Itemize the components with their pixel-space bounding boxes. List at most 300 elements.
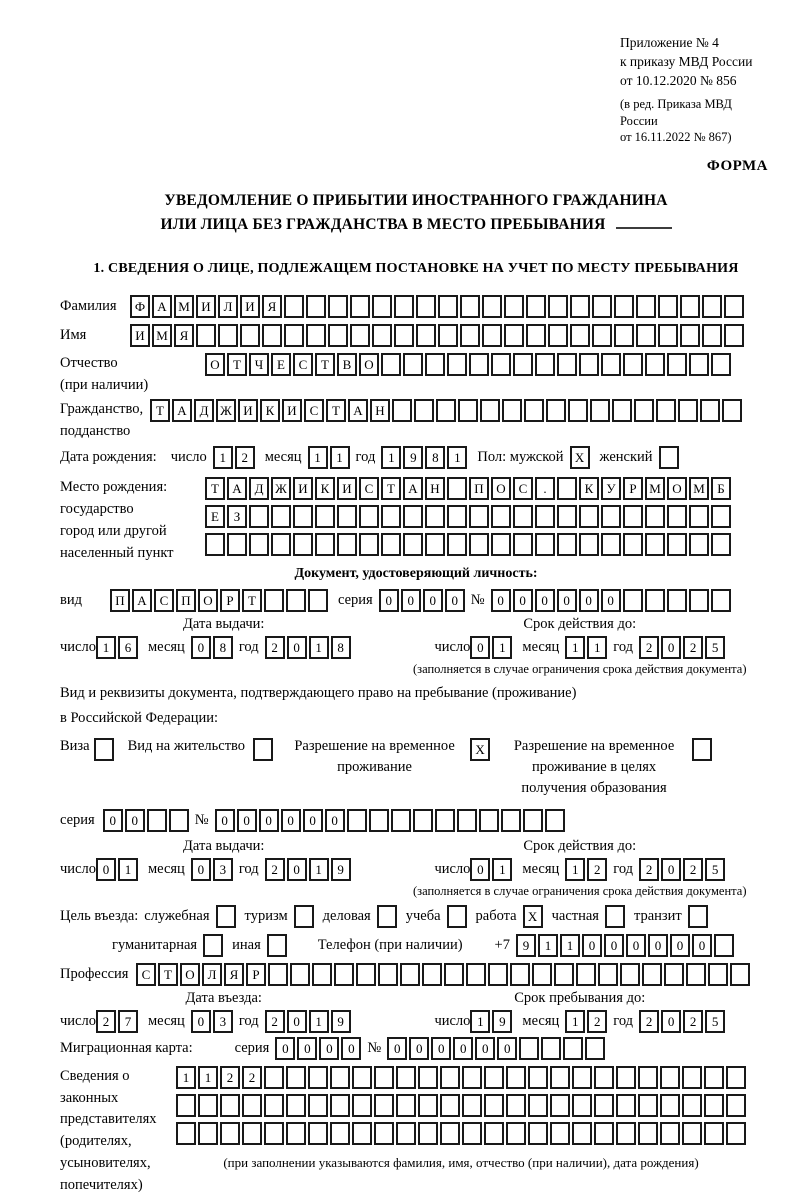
identity-issue-year[interactable] xyxy=(265,636,351,659)
form-cell[interactable]: И xyxy=(130,324,150,347)
form-cell[interactable] xyxy=(294,905,314,928)
form-cell[interactable]: 0 xyxy=(125,809,145,832)
form-cell[interactable]: 0 xyxy=(275,1037,295,1060)
form-cell[interactable]: 0 xyxy=(445,589,465,612)
form-cell[interactable] xyxy=(440,1066,460,1089)
birth-month-cells[interactable] xyxy=(308,446,350,469)
form-cell[interactable] xyxy=(708,963,728,986)
form-cell[interactable] xyxy=(568,399,588,422)
form-cell[interactable]: 0 xyxy=(319,1037,339,1060)
form-cell[interactable] xyxy=(469,505,489,528)
form-cell[interactable]: Т xyxy=(242,589,262,612)
form-cell[interactable] xyxy=(590,399,610,422)
form-cell[interactable] xyxy=(253,738,273,761)
form-cell[interactable]: 2 xyxy=(683,858,703,881)
form-cell[interactable]: 0 xyxy=(287,858,307,881)
form-cell[interactable] xyxy=(689,589,709,612)
form-cell[interactable] xyxy=(447,533,467,556)
form-cell[interactable]: 0 xyxy=(401,589,421,612)
form-cell[interactable]: 0 xyxy=(601,589,621,612)
form-cell[interactable] xyxy=(484,1122,504,1145)
form-cell[interactable] xyxy=(528,1122,548,1145)
form-cell[interactable]: 2 xyxy=(683,1010,703,1033)
form-cell[interactable] xyxy=(682,1094,702,1117)
form-cell[interactable] xyxy=(444,963,464,986)
form-cell[interactable] xyxy=(548,295,568,318)
form-cell[interactable] xyxy=(513,505,533,528)
form-cell[interactable]: 1 xyxy=(176,1066,196,1089)
form-cell[interactable]: Ч xyxy=(249,353,269,376)
form-cell[interactable] xyxy=(664,963,684,986)
form-cell[interactable] xyxy=(308,1094,328,1117)
form-cell[interactable] xyxy=(220,1094,240,1117)
stay-day[interactable] xyxy=(470,1010,512,1033)
form-cell[interactable]: Д xyxy=(249,477,269,500)
form-cell[interactable] xyxy=(689,533,709,556)
form-cell[interactable] xyxy=(440,1094,460,1117)
form-cell[interactable]: З xyxy=(227,505,247,528)
form-cell[interactable]: 0 xyxy=(670,934,690,957)
form-cell[interactable] xyxy=(330,1122,350,1145)
form-cell[interactable] xyxy=(524,399,544,422)
form-cell[interactable]: 0 xyxy=(692,934,712,957)
form-cell[interactable]: 0 xyxy=(470,858,490,881)
form-cell[interactable] xyxy=(667,589,687,612)
form-cell[interactable] xyxy=(425,533,445,556)
form-cell[interactable] xyxy=(308,1122,328,1145)
form-cell[interactable] xyxy=(601,533,621,556)
form-cell[interactable]: 7 xyxy=(118,1010,138,1033)
form-cell[interactable]: Е xyxy=(271,353,291,376)
form-cell[interactable] xyxy=(462,1094,482,1117)
form-cell[interactable] xyxy=(264,1122,284,1145)
form-cell[interactable] xyxy=(700,399,720,422)
form-cell[interactable]: 0 xyxy=(281,809,301,832)
form-cell[interactable] xyxy=(535,505,555,528)
form-cell[interactable] xyxy=(337,505,357,528)
form-cell[interactable] xyxy=(678,399,698,422)
form-cell[interactable]: 0 xyxy=(491,589,511,612)
purpose-business-checkbox[interactable] xyxy=(216,905,236,928)
form-cell[interactable] xyxy=(416,324,436,347)
form-cell[interactable]: 5 xyxy=(705,1010,725,1033)
form-cell[interactable]: К xyxy=(260,399,280,422)
form-cell[interactable]: 5 xyxy=(705,858,725,881)
form-cell[interactable] xyxy=(702,295,722,318)
form-cell[interactable] xyxy=(601,353,621,376)
form-cell[interactable] xyxy=(645,589,665,612)
form-cell[interactable]: П xyxy=(176,589,196,612)
form-cell[interactable] xyxy=(264,1066,284,1089)
form-cell[interactable] xyxy=(535,533,555,556)
form-cell[interactable] xyxy=(293,505,313,528)
form-cell[interactable] xyxy=(491,533,511,556)
form-cell[interactable] xyxy=(249,533,269,556)
form-cell[interactable] xyxy=(482,324,502,347)
form-cell[interactable] xyxy=(438,324,458,347)
identity-valid-year[interactable] xyxy=(639,636,725,659)
form-cell[interactable] xyxy=(711,505,731,528)
form-cell[interactable] xyxy=(528,1066,548,1089)
form-cell[interactable] xyxy=(381,505,401,528)
form-cell[interactable] xyxy=(638,1122,658,1145)
purpose-work-checkbox[interactable] xyxy=(523,905,543,928)
form-cell[interactable] xyxy=(704,1066,724,1089)
form-cell[interactable] xyxy=(541,1037,561,1060)
form-cell[interactable] xyxy=(572,1122,592,1145)
given-name-cells[interactable] xyxy=(130,324,744,347)
form-cell[interactable] xyxy=(513,533,533,556)
form-cell[interactable] xyxy=(563,1037,583,1060)
form-cell[interactable] xyxy=(315,533,335,556)
form-cell[interactable] xyxy=(510,963,530,986)
form-cell[interactable] xyxy=(546,399,566,422)
form-cell[interactable] xyxy=(579,533,599,556)
form-cell[interactable]: 8 xyxy=(331,636,351,659)
form-cell[interactable] xyxy=(460,295,480,318)
form-cell[interactable]: 1 xyxy=(381,446,401,469)
form-cell[interactable] xyxy=(545,809,565,832)
purpose-other-checkbox[interactable] xyxy=(267,934,287,957)
form-cell[interactable] xyxy=(557,533,577,556)
form-cell[interactable]: М xyxy=(152,324,172,347)
visa-checkbox[interactable] xyxy=(94,738,114,761)
form-cell[interactable]: Б xyxy=(711,477,731,500)
identity-series-cells[interactable] xyxy=(379,589,465,612)
form-cell[interactable]: С xyxy=(513,477,533,500)
form-cell[interactable] xyxy=(447,353,467,376)
form-cell[interactable] xyxy=(680,295,700,318)
form-cell[interactable] xyxy=(506,1094,526,1117)
form-cell[interactable] xyxy=(730,963,750,986)
form-cell[interactable]: О xyxy=(491,477,511,500)
citizenship-cells[interactable] xyxy=(150,399,742,422)
form-cell[interactable]: 2 xyxy=(639,636,659,659)
form-cell[interactable] xyxy=(614,324,634,347)
form-cell[interactable] xyxy=(557,353,577,376)
form-cell[interactable] xyxy=(724,324,744,347)
form-cell[interactable]: В xyxy=(337,353,357,376)
form-cell[interactable]: 1 xyxy=(560,934,580,957)
form-cell[interactable]: Е xyxy=(205,505,225,528)
form-cell[interactable] xyxy=(147,809,167,832)
form-cell[interactable] xyxy=(403,353,423,376)
identity-valid-month[interactable] xyxy=(565,636,607,659)
form-cell[interactable]: С xyxy=(136,963,156,986)
form-cell[interactable]: 1 xyxy=(492,636,512,659)
form-cell[interactable]: О xyxy=(205,353,225,376)
form-cell[interactable]: 0 xyxy=(579,589,599,612)
form-cell[interactable]: Д xyxy=(194,399,214,422)
form-cell[interactable] xyxy=(220,1122,240,1145)
form-cell[interactable]: 0 xyxy=(191,636,211,659)
form-cell[interactable]: 9 xyxy=(403,446,423,469)
form-cell[interactable]: И xyxy=(337,477,357,500)
form-cell[interactable]: Н xyxy=(425,477,445,500)
form-cell[interactable] xyxy=(392,399,412,422)
form-cell[interactable]: Т xyxy=(381,477,401,500)
form-cell[interactable] xyxy=(645,353,665,376)
form-cell[interactable] xyxy=(271,505,291,528)
form-cell[interactable]: Я xyxy=(262,295,282,318)
form-cell[interactable]: 3 xyxy=(213,1010,233,1033)
form-cell[interactable] xyxy=(484,1094,504,1117)
form-cell[interactable] xyxy=(645,505,665,528)
form-cell[interactable]: 2 xyxy=(587,1010,607,1033)
form-cell[interactable] xyxy=(403,533,423,556)
form-cell[interactable]: 0 xyxy=(661,858,681,881)
form-cell[interactable] xyxy=(550,1094,570,1117)
form-cell[interactable]: 2 xyxy=(265,1010,285,1033)
form-cell[interactable] xyxy=(616,1122,636,1145)
form-cell[interactable]: 0 xyxy=(557,589,577,612)
form-cell[interactable] xyxy=(523,809,543,832)
form-cell[interactable]: 0 xyxy=(215,809,235,832)
form-cell[interactable] xyxy=(532,963,552,986)
form-cell[interactable] xyxy=(614,295,634,318)
form-cell[interactable] xyxy=(447,905,467,928)
form-cell[interactable]: Т xyxy=(326,399,346,422)
form-cell[interactable] xyxy=(418,1066,438,1089)
form-cell[interactable]: С xyxy=(304,399,324,422)
form-cell[interactable]: О xyxy=(667,477,687,500)
form-cell[interactable] xyxy=(659,446,679,469)
form-cell[interactable] xyxy=(598,963,618,986)
form-cell[interactable]: . xyxy=(535,477,555,500)
form-cell[interactable] xyxy=(227,533,247,556)
form-cell[interactable]: 9 xyxy=(331,1010,351,1033)
form-cell[interactable]: 2 xyxy=(235,446,255,469)
form-cell[interactable] xyxy=(667,505,687,528)
form-cell[interactable] xyxy=(557,505,577,528)
form-cell[interactable] xyxy=(726,1066,746,1089)
form-cell[interactable]: 0 xyxy=(259,809,279,832)
purpose-tourism-checkbox[interactable] xyxy=(294,905,314,928)
form-cell[interactable] xyxy=(391,809,411,832)
form-cell[interactable]: 1 xyxy=(470,1010,490,1033)
form-cell[interactable] xyxy=(645,533,665,556)
form-cell[interactable]: И xyxy=(196,295,216,318)
form-cell[interactable]: У xyxy=(601,477,621,500)
form-cell[interactable] xyxy=(506,1122,526,1145)
form-cell[interactable]: О xyxy=(359,353,379,376)
form-cell[interactable] xyxy=(579,505,599,528)
form-cell[interactable] xyxy=(372,295,392,318)
form-cell[interactable]: 1 xyxy=(447,446,467,469)
entry-year[interactable] xyxy=(265,1010,351,1033)
form-cell[interactable]: 1 xyxy=(213,446,233,469)
form-cell[interactable] xyxy=(381,533,401,556)
form-cell[interactable]: 2 xyxy=(683,636,703,659)
form-cell[interactable]: М xyxy=(645,477,665,500)
form-cell[interactable] xyxy=(328,324,348,347)
form-cell[interactable]: Я xyxy=(174,324,194,347)
form-cell[interactable] xyxy=(526,295,546,318)
form-cell[interactable] xyxy=(242,1094,262,1117)
form-cell[interactable]: X xyxy=(570,446,590,469)
form-cell[interactable] xyxy=(284,295,304,318)
birth-place-row2[interactable] xyxy=(205,505,731,528)
form-cell[interactable] xyxy=(374,1094,394,1117)
form-cell[interactable] xyxy=(526,324,546,347)
form-cell[interactable] xyxy=(550,1122,570,1145)
form-cell[interactable]: М xyxy=(689,477,709,500)
form-cell[interactable] xyxy=(491,505,511,528)
identity-issue-month[interactable] xyxy=(191,636,233,659)
identity-valid-day[interactable] xyxy=(470,636,512,659)
form-cell[interactable] xyxy=(667,353,687,376)
form-cell[interactable]: 0 xyxy=(431,1037,451,1060)
form-cell[interactable]: 0 xyxy=(103,809,123,832)
form-cell[interactable] xyxy=(484,1066,504,1089)
form-cell[interactable]: 2 xyxy=(96,1010,116,1033)
form-cell[interactable] xyxy=(488,963,508,986)
form-cell[interactable]: 1 xyxy=(309,1010,329,1033)
form-cell[interactable]: 0 xyxy=(497,1037,517,1060)
form-cell[interactable] xyxy=(422,963,442,986)
stay-year[interactable] xyxy=(639,1010,725,1033)
form-cell[interactable] xyxy=(623,505,643,528)
form-cell[interactable] xyxy=(660,1066,680,1089)
form-cell[interactable]: 1 xyxy=(96,636,116,659)
residence-issue-year[interactable] xyxy=(265,858,351,881)
form-cell[interactable] xyxy=(356,963,376,986)
form-cell[interactable] xyxy=(284,324,304,347)
purpose-commercial-checkbox[interactable] xyxy=(377,905,397,928)
form-cell[interactable] xyxy=(680,324,700,347)
form-cell[interactable] xyxy=(711,353,731,376)
form-cell[interactable]: 0 xyxy=(423,589,443,612)
form-cell[interactable]: А xyxy=(172,399,192,422)
form-cell[interactable] xyxy=(425,505,445,528)
residence-permit-checkbox[interactable] xyxy=(253,738,273,761)
birth-day-cells[interactable] xyxy=(213,446,255,469)
form-cell[interactable] xyxy=(722,399,742,422)
residence-valid-month[interactable] xyxy=(565,858,607,881)
form-cell[interactable]: Ж xyxy=(271,477,291,500)
form-cell[interactable]: И xyxy=(240,295,260,318)
form-cell[interactable] xyxy=(396,1066,416,1089)
form-cell[interactable]: А xyxy=(132,589,152,612)
form-cell[interactable] xyxy=(576,963,596,986)
form-cell[interactable] xyxy=(570,324,590,347)
form-cell[interactable]: 0 xyxy=(626,934,646,957)
form-cell[interactable]: Ж xyxy=(216,399,236,422)
form-cell[interactable] xyxy=(352,1066,372,1089)
form-cell[interactable]: 8 xyxy=(213,636,233,659)
form-cell[interactable] xyxy=(176,1094,196,1117)
form-cell[interactable] xyxy=(312,963,332,986)
form-cell[interactable]: 0 xyxy=(661,1010,681,1033)
form-cell[interactable] xyxy=(418,1094,438,1117)
form-cell[interactable]: 6 xyxy=(118,636,138,659)
form-cell[interactable] xyxy=(267,934,287,957)
form-cell[interactable] xyxy=(605,905,625,928)
form-cell[interactable]: 0 xyxy=(453,1037,473,1060)
form-cell[interactable] xyxy=(601,505,621,528)
form-cell[interactable] xyxy=(482,295,502,318)
birth-place-row1[interactable] xyxy=(205,477,731,500)
purpose-transit-checkbox[interactable] xyxy=(688,905,708,928)
residence-valid-day[interactable] xyxy=(470,858,512,881)
form-cell[interactable] xyxy=(198,1122,218,1145)
form-cell[interactable]: И xyxy=(282,399,302,422)
form-cell[interactable]: А xyxy=(403,477,423,500)
form-cell[interactable] xyxy=(638,1094,658,1117)
form-cell[interactable]: 0 xyxy=(191,858,211,881)
form-cell[interactable] xyxy=(726,1094,746,1117)
form-cell[interactable]: 0 xyxy=(513,589,533,612)
form-cell[interactable] xyxy=(196,324,216,347)
phone-cells[interactable] xyxy=(516,934,734,957)
form-cell[interactable] xyxy=(557,477,577,500)
form-cell[interactable]: 1 xyxy=(118,858,138,881)
form-cell[interactable] xyxy=(704,1122,724,1145)
form-cell[interactable] xyxy=(457,809,477,832)
form-cell[interactable] xyxy=(440,1122,460,1145)
form-cell[interactable]: 1 xyxy=(492,858,512,881)
form-cell[interactable] xyxy=(548,324,568,347)
form-cell[interactable] xyxy=(240,324,260,347)
form-cell[interactable] xyxy=(726,1122,746,1145)
migration-number-cells[interactable] xyxy=(387,1037,605,1060)
form-cell[interactable] xyxy=(381,353,401,376)
form-cell[interactable]: Р xyxy=(246,963,266,986)
form-cell[interactable] xyxy=(491,353,511,376)
form-cell[interactable]: С xyxy=(154,589,174,612)
form-cell[interactable] xyxy=(592,295,612,318)
profession-cells[interactable] xyxy=(136,963,750,986)
form-cell[interactable]: И xyxy=(238,399,258,422)
form-cell[interactable] xyxy=(585,1037,605,1060)
form-cell[interactable] xyxy=(682,1066,702,1089)
form-cell[interactable] xyxy=(369,809,389,832)
form-cell[interactable] xyxy=(689,505,709,528)
form-cell[interactable]: 5 xyxy=(705,636,725,659)
form-cell[interactable] xyxy=(711,533,731,556)
form-cell[interactable]: М xyxy=(174,295,194,318)
form-cell[interactable] xyxy=(466,963,486,986)
form-cell[interactable]: 0 xyxy=(96,858,116,881)
form-cell[interactable] xyxy=(198,1094,218,1117)
form-cell[interactable] xyxy=(394,295,414,318)
form-cell[interactable] xyxy=(714,934,734,957)
form-cell[interactable]: С xyxy=(359,477,379,500)
form-cell[interactable]: Т xyxy=(205,477,225,500)
form-cell[interactable] xyxy=(286,1094,306,1117)
form-cell[interactable] xyxy=(264,1094,284,1117)
form-cell[interactable]: С xyxy=(293,353,313,376)
form-cell[interactable] xyxy=(692,738,712,761)
form-cell[interactable]: П xyxy=(110,589,130,612)
form-cell[interactable] xyxy=(372,324,392,347)
form-cell[interactable] xyxy=(623,589,643,612)
form-cell[interactable]: Я xyxy=(224,963,244,986)
form-cell[interactable] xyxy=(337,533,357,556)
form-cell[interactable]: 1 xyxy=(198,1066,218,1089)
form-cell[interactable] xyxy=(418,1122,438,1145)
residence-issue-day[interactable] xyxy=(96,858,138,881)
stay-month[interactable] xyxy=(565,1010,607,1033)
form-cell[interactable]: 0 xyxy=(470,636,490,659)
form-cell[interactable] xyxy=(636,295,656,318)
entry-day[interactable] xyxy=(96,1010,138,1033)
form-cell[interactable] xyxy=(689,353,709,376)
form-cell[interactable] xyxy=(290,963,310,986)
form-cell[interactable]: 2 xyxy=(242,1066,262,1089)
form-cell[interactable] xyxy=(268,963,288,986)
form-cell[interactable]: 0 xyxy=(379,589,399,612)
